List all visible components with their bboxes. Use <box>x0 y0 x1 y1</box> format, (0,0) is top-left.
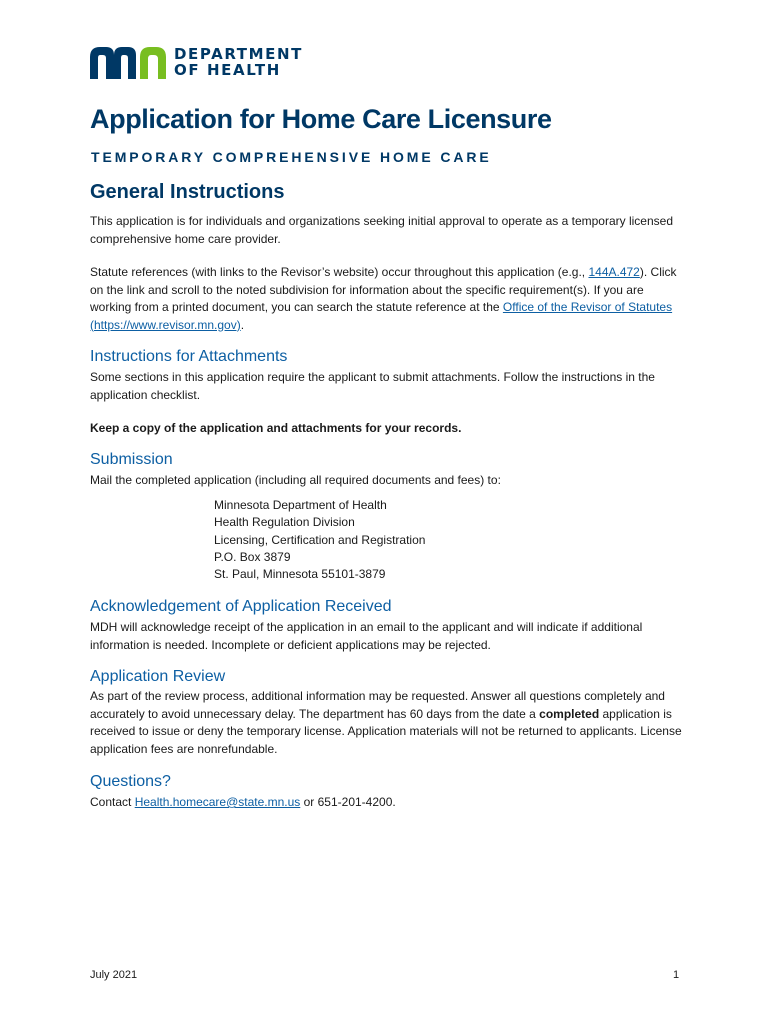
statute-text-3: . <box>240 317 245 332</box>
review-bold: completed <box>539 706 600 721</box>
logo-line-1: DEPARTMENT <box>174 45 303 63</box>
questions-heading: Questions? <box>90 773 171 790</box>
acknowledgement-paragraph: MDH will acknowledge receipt of the application in an email to the applicant and will indicate if additional information is needed. Incomplete or deficient applications may be rejected. <box>90 620 643 652</box>
attachments-paragraph: Some sections in this application require the applicant to submit attachments. Follow the instructions in the application checklist. <box>90 370 655 402</box>
page-number: 1 <box>673 969 680 981</box>
keep-copy-note: Keep a copy of the application and attachments for your records. <box>90 421 462 435</box>
address-line: St. Paul, Minnesota 55101-3879 <box>214 567 386 582</box>
questions-paragraph <box>90 794 685 812</box>
attachments-heading: Instructions for Attachments <box>90 348 288 365</box>
mailing-address <box>214 497 425 583</box>
mn-logo-icon <box>90 45 168 79</box>
statute-paragraph <box>90 264 685 334</box>
general-paragraph: This application is for individuals and organizations seeking initial approval to operate as a temporary licensed comprehensive home care provider. <box>90 214 673 246</box>
page-subtitle: TEMPORARY COMPREHENSIVE HOME CARE <box>91 149 492 165</box>
logo-line-2: OF HEALTH <box>174 61 281 79</box>
footer-date: July 2021 <box>90 969 138 981</box>
address-line: P.O. Box 3879 <box>214 549 291 564</box>
submission-heading: Submission <box>90 451 173 468</box>
general-instructions-heading: General Instructions <box>90 181 285 203</box>
email-link[interactable]: Health.homecare@state.mn.us <box>134 795 301 809</box>
questions-text-2: or 651-201-4200. <box>300 795 396 809</box>
review-text-2: application is received to issue or deny the temporary license. Application materials will not be returned to applicants. License application fees are nonrefundable. <box>90 706 682 756</box>
statute-text-1: Statute references (with links to the Revisor’s website) occur throughout this application (e.g., <box>90 265 589 279</box>
address-line: Minnesota Department of Health <box>214 498 387 512</box>
acknowledgement-heading: Acknowledgement of Application Received <box>90 598 392 615</box>
statute-text-2: ). Click on the link and scroll to the noted subdivision for information about the specific requirement(s). If you are working from a printed document, you can search the statute reference at the <box>90 265 677 314</box>
submission-paragraph: Mail the completed application (including all required documents and fees) to: <box>90 473 501 487</box>
review-text-1: As part of the review process, additional information may be requested. Answer all questions completely and accurately to avoid unnecessary delay. The department has 60 days from the date a <box>90 689 665 721</box>
logo-wordmark <box>174 46 303 78</box>
review-paragraph <box>90 688 685 758</box>
statute-link-144a472[interactable]: 144A.472 <box>588 265 640 279</box>
revisor-link[interactable]: Office of the Revisor of Statutes (https://www.revisor.mn.gov) <box>90 300 673 332</box>
address-line: Health Regulation Division <box>214 515 355 530</box>
address-line: Licensing, Certification and Registration <box>214 532 426 547</box>
review-heading: Application Review <box>90 668 226 685</box>
questions-text-1: Contact <box>90 795 135 809</box>
page-title: Application for Home Care Licensure <box>90 104 552 134</box>
mdh-logo <box>90 44 303 80</box>
